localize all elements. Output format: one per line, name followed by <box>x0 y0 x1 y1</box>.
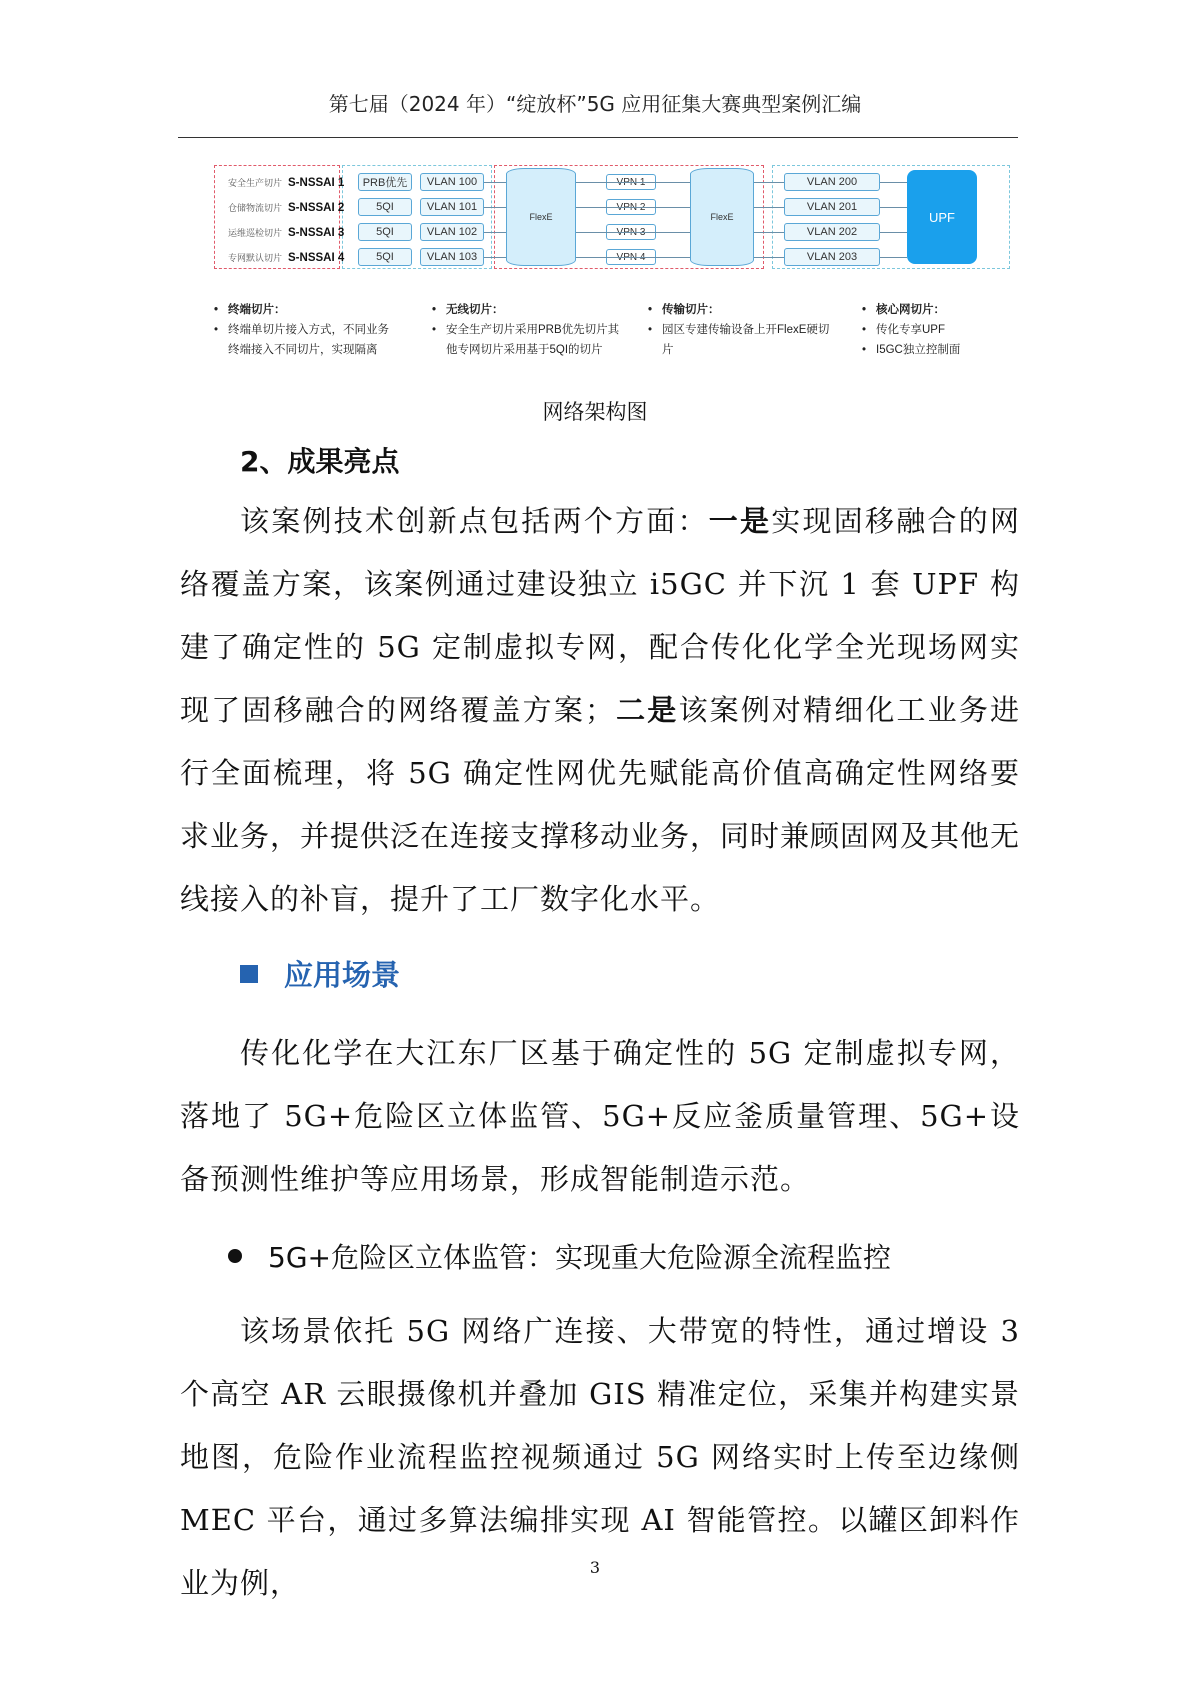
paragraph-scenarios: 传化化学在大江东厂区基于确定性的 5G 定制虚拟专网，落地了 5G+危险区立体监管、5G+反应釜质量管理、5G+设备预测性维护等应用场景，形成智能制造示范。 <box>180 1036 1020 1196</box>
core-vlan-box: VLAN 203 <box>784 248 880 266</box>
connector-line <box>754 257 784 258</box>
connector-line <box>484 207 506 208</box>
slice-label: 仓储物流切片 S-NSSAI 2 <box>228 202 345 214</box>
slice-label: 运维巡检切片 S-NSSAI 3 <box>228 227 345 239</box>
connector-line <box>576 232 690 233</box>
section-heading: 2、成果亮点 <box>240 445 400 478</box>
paragraph-highlights: 该案例技术创新点包括两个方面：一是实现固移融合的网络覆盖方案，该案例通过建设独立 i5GC 并下沉 1 套 UPF 构建了确定性的 5G 定制虚拟专网，配合传化化学全光现场网实现了固移融合的网络覆盖方案；二是该案例对精细化工业务进行全面梳理，将 5G 确定性网优先赋能高价值高确定性网络要求业务，并提供泛在连接支撑移动业务，同时兼顾固网及其他无线接入的补盲，提升了工厂数字化水平。 <box>180 504 1021 916</box>
bullet-heading: 5G+危险区立体监管：实现重大危险源全流程监控 <box>228 1236 891 1276</box>
vpn-box: VPN 1 <box>606 174 656 190</box>
connector-line <box>576 182 690 183</box>
connector-line <box>484 257 506 258</box>
section-title-scenarios: 应用场景 <box>240 953 400 994</box>
qos-box: 5QI <box>358 248 412 266</box>
vlan-box: VLAN 102 <box>420 223 484 241</box>
core-vlan-box: VLAN 200 <box>784 173 880 191</box>
connector-line <box>484 232 506 233</box>
connector-line <box>576 207 690 208</box>
vlan-box: VLAN 101 <box>420 198 484 216</box>
flexe-cylinder-right: FlexE <box>690 168 754 266</box>
core-vlan-box: VLAN 201 <box>784 198 880 216</box>
connector-line <box>754 182 784 183</box>
qos-box: PRB优先 <box>358 173 412 191</box>
vpn-box: VPN 3 <box>606 224 656 240</box>
bullet-dot-icon <box>228 1249 242 1263</box>
slice-label: 安全生产切片 S-NSSAI 1 <box>228 177 345 189</box>
running-header: 第七届（2024 年）“绽放杯”5G 应用征集大赛典型案例汇编 <box>328 92 862 116</box>
qos-box: 5QI <box>358 198 412 216</box>
qos-box: 5QI <box>358 223 412 241</box>
vpn-box: VPN 4 <box>606 249 656 265</box>
connector-line <box>880 257 907 258</box>
legend-core: • 核心网切片： • 传化专享UPF • I5GC独立控制面 <box>862 300 960 360</box>
page-number: 3 <box>589 1558 601 1577</box>
connector-line <box>576 257 690 258</box>
vlan-box: VLAN 103 <box>420 248 484 266</box>
connector-line <box>880 207 907 208</box>
network-architecture-diagram <box>0 0 1190 400</box>
upf-node: UPF <box>907 170 977 264</box>
vpn-box: VPN 2 <box>606 199 656 215</box>
core-vlan-box: VLAN 202 <box>784 223 880 241</box>
legend-transport: • 传输切片： • 园区专建传输设备上开FlexE硬切 片 <box>648 300 829 360</box>
flexe-cylinder-left: FlexE <box>506 168 576 266</box>
slice-label: 专网默认切片 S-NSSAI 4 <box>228 252 345 264</box>
legend-radio: • 无线切片： • 安全生产切片采用PRB优先切片其 他专网切片采用基于5QI的切片 <box>432 300 619 360</box>
connector-line <box>880 232 907 233</box>
square-bullet-icon <box>240 965 258 983</box>
connector-line <box>754 232 784 233</box>
connector-line <box>880 182 907 183</box>
legend-terminal: • 终端切片： • 终端单切片接入方式，不同业务 终端接入不同切片，实现隔离 <box>214 300 389 360</box>
connector-line <box>484 182 506 183</box>
vlan-box: VLAN 100 <box>420 173 484 191</box>
paragraph-monitoring: 该场景依托 5G 网络广连接、大带宽的特性，通过增设 3 个高空 AR 云眼摄像机并叠加 GIS 精准定位，采集并构建实景地图，危险作业流程监控视频通过 5G 网络实时上传至边缘侧 MEC 平台，通过多算法编排实现 AI 智能管控。以罐区卸料作业为例， <box>180 1314 1020 1600</box>
connector-line <box>754 207 784 208</box>
figure-caption: 网络架构图 <box>542 400 648 424</box>
